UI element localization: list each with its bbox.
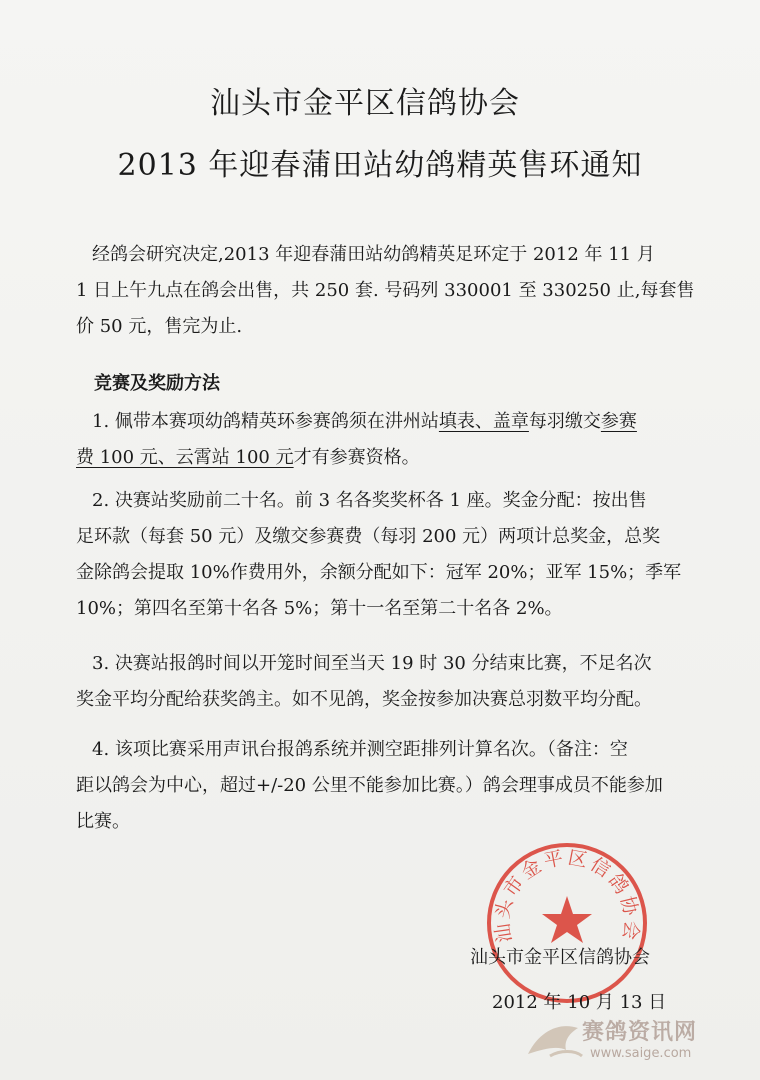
intro-line: 价 50 元，售完为止.	[76, 316, 243, 337]
intro-paragraph	[76, 237, 726, 345]
rule-1-text: 1. 佩带本赛项幼鸽精英环参赛鸽须在汫州站	[92, 411, 439, 432]
seal-text: 汕头市金平区信鸽协会	[491, 846, 643, 945]
rule-2-line: 2. 决赛站奖励前二十名。前 3 名各奖奖杯各 1 座。奖金分配：按出售	[92, 490, 647, 511]
rule-2-line: 足环款（每套 50 元）及缴交参赛费（每羽 200 元）两项计总奖金，总奖	[76, 526, 661, 547]
rule-4-line: 4. 该项比赛采用声讯台报鸽系统并测空距排列计算名次。（备注：空	[92, 739, 628, 760]
rule-3-line: 奖金平均分配给获奖鸽主。如不见鸽，奖金按参加决赛总羽数平均分配。	[76, 689, 652, 710]
rule-1-line-2	[76, 440, 726, 476]
rule-2-line: 金除鸽会提取 10%作费用外，余额分配如下：冠军 20%；亚军 15%；季军	[76, 562, 682, 583]
intro-line: 经鸽会研究决定,2013 年迎春蒲田站幼鸽精英足环定于 2012 年 11 月	[92, 244, 655, 265]
rules-heading: 竞赛及奖励方法	[94, 373, 220, 394]
intro-line: 1 日上午九点在鸽会出售，共 250 套. 号码列 330001 至 330250 止,每套售	[76, 280, 695, 301]
signature-date: 2012 年 10 月 13 日	[492, 992, 667, 1013]
rule-1-underlined-text: 填表、盖章	[438, 411, 529, 432]
rule-1-text: 每羽缴交	[528, 411, 601, 432]
rule-3-line: 3. 决赛站报鸽时间以开笼时间至当天 19 时 30 分结束比赛，不足名次	[92, 653, 652, 674]
rule-4-line: 距以鸽会为中心，超过+/-20 公里不能参加比赛。）鸽会理事成员不能参加	[76, 775, 663, 796]
rule-3-paragraph	[76, 646, 726, 718]
rule-2-line: 10%；第四名至第十名各 5%；第十一名至第二十名各 2%。	[76, 598, 563, 619]
rule-1-underlined-text: 参赛	[600, 411, 637, 432]
signature-organization: 汕头市金平区信鸽协会	[470, 947, 650, 968]
official-seal-icon	[482, 838, 652, 1008]
rule-2-paragraph	[76, 483, 726, 627]
rule-4-paragraph	[76, 732, 726, 840]
rule-1-text: 才有参赛资格。	[293, 447, 420, 468]
document-title-organization: 汕头市金平区信鸽协会	[210, 86, 520, 121]
watermark-url: www.saige.com	[590, 1046, 692, 1061]
rule-1-underlined-text: 费 100 元、云霄站 100 元	[76, 447, 294, 468]
rule-4-line: 比赛。	[76, 811, 130, 832]
rule-1-line-1	[76, 404, 726, 440]
watermark-site-name: 赛鸽资讯网	[582, 1020, 698, 1045]
rule-1-paragraph	[76, 404, 726, 476]
document-title-notice: 2013 年迎春蒲田站幼鸽精英售环通知	[117, 148, 643, 183]
